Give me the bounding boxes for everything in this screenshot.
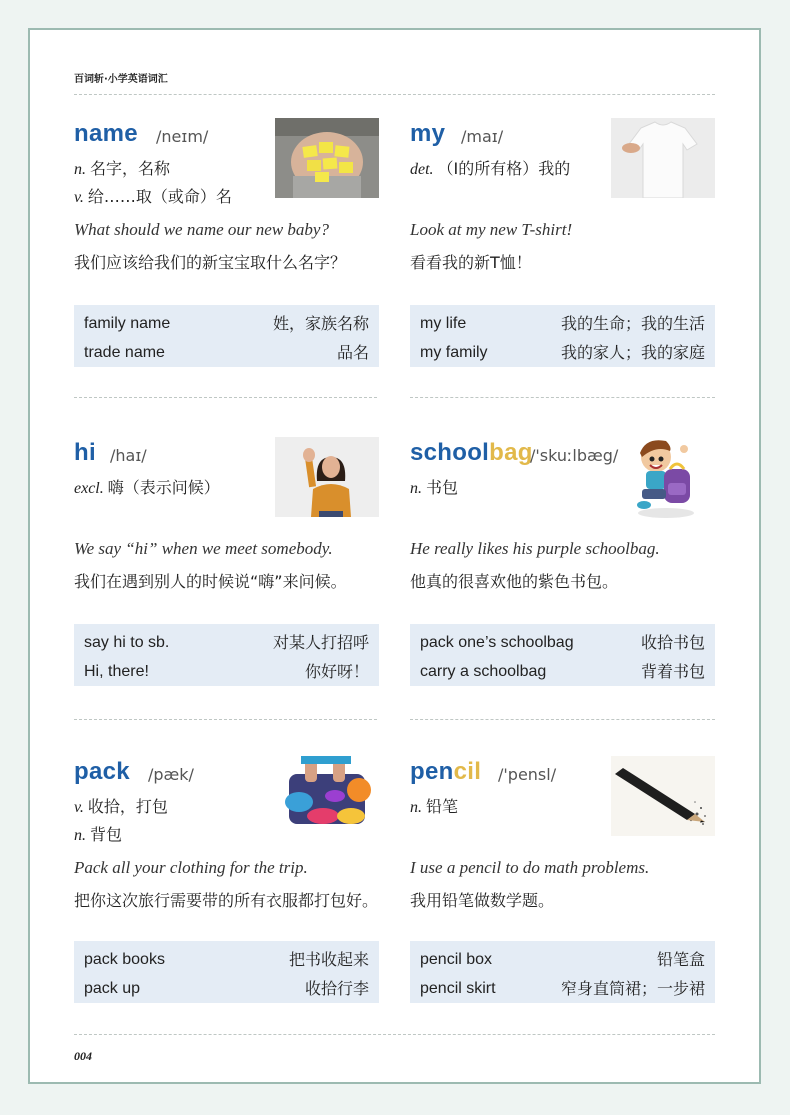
headword: my: [410, 120, 446, 147]
footer-divider: [74, 1034, 715, 1035]
phonetic: /pæk/: [148, 765, 194, 784]
entry-pack: [74, 758, 379, 1008]
definition: n. 铅笔: [410, 797, 459, 816]
definition: n. 背包: [74, 825, 123, 844]
phrase-row: say hi to sb. 对某人打招呼: [84, 633, 369, 652]
illustration-black-pencil: [611, 756, 715, 836]
entry-schoolbag: [410, 439, 715, 689]
illustration-woman-waving: [275, 437, 379, 517]
illustration-pregnant-belly: [275, 118, 379, 198]
entry-hi: [74, 439, 379, 689]
phrase-box: [74, 624, 379, 686]
definition: n. 书包: [410, 478, 459, 497]
illustration-white-tshirt: [611, 118, 715, 198]
phrase-box: [410, 941, 715, 1003]
illustration-packing-suitcase: [275, 756, 379, 828]
phonetic: /'skuːlbæg/: [530, 446, 619, 465]
phrase-row: pack up 收拾行李: [84, 979, 369, 998]
example-chinese: 我们应该给我们的新宝宝取什么名字？: [74, 253, 347, 272]
phrase-row: my life 我的生命；我的生活: [420, 314, 705, 333]
phrase-box: [74, 305, 379, 367]
entry-name: [74, 120, 379, 370]
phrase-row: carry a schoolbag 背着书包: [420, 662, 705, 681]
phrase-row: Hi, there! 你好呀！: [84, 662, 369, 681]
phrase-box: [74, 941, 379, 1003]
example-english: He really likes his purple schoolbag.: [410, 539, 660, 558]
example-chinese: 看看我的新T恤！: [410, 253, 532, 272]
example-chinese: 把你这次旅行需要带的所有衣服都打包好。: [74, 891, 379, 910]
phrase-row: pencil skirt 窄身直筒裙；一步裙: [420, 979, 705, 998]
illustration-cartoon-boy-schoolbag: [626, 435, 706, 519]
phrase-row: pack one’s schoolbag 收拾书包: [420, 633, 705, 652]
example-chinese: 他真的很喜欢他的紫色书包。: [410, 572, 619, 591]
phonetic: /neɪm/: [156, 127, 209, 146]
phrase-row: pencil box 铅笔盒: [420, 950, 705, 969]
example-chinese: 我们在遇到别人的时候说“嗨”来问候。: [74, 572, 347, 591]
definition: v. 收拾，打包: [74, 797, 168, 816]
phrase-row: my family 我的家人；我的家庭: [420, 343, 705, 362]
definition: n. 名字，名称: [74, 159, 171, 178]
example-english: I use a pencil to do math problems.: [410, 858, 650, 877]
example-english: Look at my new T-shirt!: [410, 220, 573, 239]
phonetic: /'pensl/: [498, 765, 557, 784]
entry-pencil: [410, 758, 715, 1008]
book-title: 百词斩·小学英语词汇: [74, 74, 168, 85]
headword: name: [74, 120, 138, 147]
page-number: 004: [74, 1049, 92, 1063]
header-divider: [74, 94, 715, 95]
section-divider: [74, 719, 377, 720]
section-divider: [410, 719, 715, 720]
example-chinese: 我用铅笔做数学题。: [410, 891, 555, 910]
example-english: Pack all your clothing for the trip.: [74, 858, 308, 877]
page: [28, 28, 761, 1084]
example-english: We say “hi” when we meet somebody.: [74, 539, 333, 558]
headword: schoolbag: [410, 439, 533, 466]
phonetic: /maɪ/: [461, 127, 504, 146]
definition: v. 给……取（或命）名: [74, 187, 232, 206]
phrase-row: pack books 把书收起来: [84, 950, 369, 969]
phonetic: /haɪ/: [110, 446, 147, 465]
section-divider: [74, 397, 377, 398]
phrase-box: [410, 624, 715, 686]
headword: hi: [74, 439, 96, 466]
definition: excl. 嗨（表示问候）: [74, 478, 220, 497]
headword: pack: [74, 758, 130, 785]
phrase-row: trade name 品名: [84, 343, 369, 362]
phrase-box: [410, 305, 715, 367]
definition: det. （I的所有格）我的: [410, 159, 571, 178]
headword: pencil: [410, 758, 482, 785]
phrase-row: family name 姓，家族名称: [84, 314, 369, 333]
section-divider: [410, 397, 715, 398]
entry-my: [410, 120, 715, 370]
example-english: What should we name our new baby?: [74, 220, 329, 239]
